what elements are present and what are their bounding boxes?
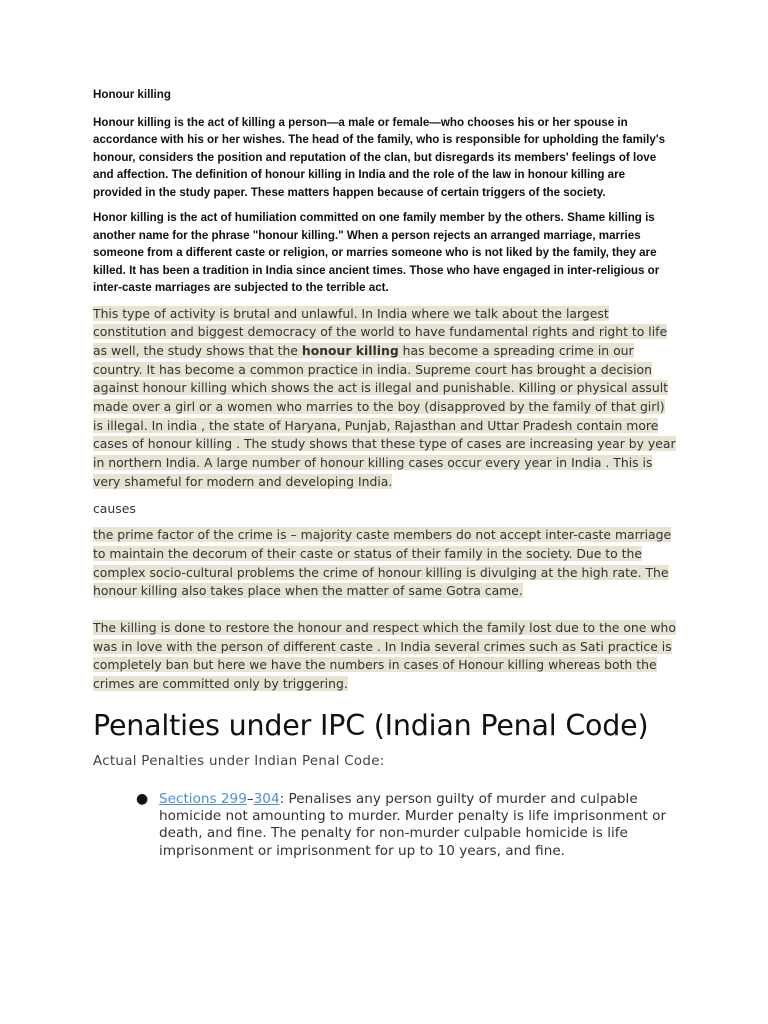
link-section-304[interactable]: 304 — [253, 790, 280, 807]
highlighted-paragraph-brutal — [93, 305, 676, 492]
highlighted-paragraph-causes — [93, 526, 676, 601]
para3-before: This type of activity is brutal and unlawful. In India where we talk about the largest constitution and biggest democracy of the world to have fundamental rights and right to life as well, the study shows that the — [93, 305, 668, 358]
list-item — [136, 790, 679, 860]
penalties-list — [93, 791, 676, 860]
penalties-subheading: Actual Penalties under Indian Penal Code: — [93, 753, 385, 769]
penalties-heading: Penalties under IPC (Indian Penal Code) — [93, 708, 649, 742]
para3-bold: honour killing — [301, 342, 399, 358]
list-item-text: : Penalises any person guilty of murder and culpable homicide not amounting to murder. Murder penalty is life imprisonment or death, and fine. The penalty for non-murder culpable homicide is life imprisonment or imprisonment for up to 10 years, and fine. — [159, 790, 667, 859]
link-sections-299[interactable]: Sections 299 — [159, 790, 247, 807]
link-dash: – — [246, 790, 254, 807]
para5-text: The killing is done to restore the honour and respect which the family lost due to the one who was in love with the person of different caste . In India several crimes such as Sati practice is completely ban but here we have the numbers in cases of Honour killing whereas both the crimes are committed only by triggering. — [93, 620, 676, 692]
highlighted-paragraph-restore — [93, 619, 676, 694]
paragraph-definition: Honour killing is the act of killing a person—a male or female—who chooses his or her spouse in accordance with his or her wishes. The head of the family, who is responsible for upholding the family's honour, considers the position and reputation of the clan, but disregards its members' feelings of love and affection. The definition of honour killing in India and the role of the law in honour killing are provided in the study paper. These matters happen because of certain triggers of the society. — [93, 115, 666, 199]
paragraph-honor-killing: Honor killing is the act of humiliation committed on one family member by the others. Shame killing is another name for the phrase "honour killing." When a person rejects an arranged marriage, marries someone from a different caste or religion, or marries someone who is not liked by the family, they are killed. It has been a tradition in India since ancient times. Those who have engaged in inter-religious or inter-caste marriages are subjected to the terrible act. — [93, 211, 660, 294]
document-title: Honour killing — [93, 88, 171, 101]
para3-after: has become a spreading crime in our country. It has become a common practice in india. Supreme court has brought a decision against honour killing which shows the act is illegal and punishable. Killing or physical assult made over a girl or a women who marries to the boy (disapproved by the family of that girl) is illegal. In india , the state of Haryana, Punjab, Rajasthan and Uttar Pradesh contain more cases of honour killing . The study shows that these type of cases are increasing year by year in northern India. A large number of honour killing cases occur every year in India . This is very shameful for modern and developing India. — [93, 342, 676, 489]
para4-text: the prime factor of the crime is – majority caste members do not accept inter-caste marriage to maintain the decorum of their caste or status of their family in the society. Due to the complex socio-cultural problems the crime of honour killing is divulging at the high rate. The honour killing also takes place when the matter of same Gotra came. — [93, 527, 672, 599]
document-page — [93, 86, 676, 860]
causes-label: causes — [93, 500, 136, 516]
bullet-icon: ● — [136, 790, 149, 807]
